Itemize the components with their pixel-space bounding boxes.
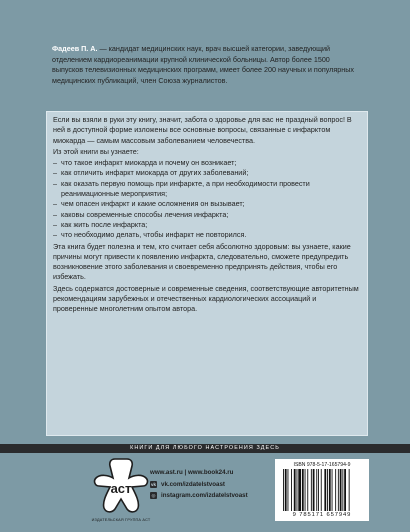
topics-list	[53, 158, 361, 240]
svg-text:аст: аст	[110, 481, 132, 496]
intro-paragraph: Если вы взяли в руки эту книгу, значит, забота о здоровье для вас не праздный вопрос! В ней в доступной форме изложены все основные вопросы, связанные с инфарктом миокарда — самым массовым заболеванием человечества.	[53, 115, 352, 145]
list-title: Из этой книги вы узнаете:	[53, 146, 139, 156]
vk-icon: vk	[150, 481, 156, 487]
isbn-text: ISBN 978-5-17-165794-9	[293, 462, 351, 468]
barcode	[275, 459, 369, 521]
list-item: – как отличить инфаркт миокарда от других заболеваний;	[53, 168, 361, 178]
instagram-icon: ◎	[151, 493, 156, 499]
websites-link[interactable]: www.ast.ru | www.book24.ru	[150, 469, 234, 476]
third-paragraph: Здесь содержатся достоверные и современные сведения, соответствующие авторитетным рекомендациям зарубежных и отечественных кардиологических ассоциаций и проверенные многолетним опытом автора.	[53, 283, 359, 314]
list-item: – как оказать первую помощь при инфаркте, а при необходимости провести реанимационные мероприятия;	[53, 179, 361, 200]
publisher-caption: ИЗДАТЕЛЬСКАЯ ГРУППА АСТ	[91, 518, 151, 522]
list-item: – что необходимо делать, чтобы инфаркт не повторился.	[53, 230, 361, 240]
ast-logo-icon	[86, 456, 156, 518]
vk-link[interactable]: vk vk.com/izdatelstvoast	[150, 480, 225, 488]
barcode-digits: 9 785171 657949	[292, 512, 352, 518]
list-item: – что такое инфаркт миокарда и почему он возникает;	[53, 158, 361, 168]
list-item: – как жить после инфаркта;	[53, 220, 361, 230]
list-item: – чем опасен инфаркт и какие осложнения он вызывает;	[53, 199, 361, 209]
instagram-link[interactable]: ◎ instagram.com/izdatelstvoast	[151, 492, 248, 499]
author-bio: — кандидат медицинских наук, врач высшей категории, заведующий отделением кардиореанимации крупной клинической больницы. Автор более 1500 выпусков телевизионных медицинских программ, имеет более 200 научных и популярных медицинских публикаций, член Союза журналистов.	[52, 44, 354, 85]
list-item: – каковы современные способы лечения инфаркта;	[53, 210, 361, 220]
slogan-bar	[0, 444, 410, 453]
slogan-text: КНИГИ ДЛЯ ЛЮБОГО НАСТРОЕНИЯ ЗДЕСЬ	[130, 445, 280, 451]
publisher-links	[150, 467, 248, 502]
second-paragraph: Эта книга будет полезна и тем, кто считает себя абсолютно здоровым: вы узнаете, какие причины могут привести к появлению инфаркта, следовательно, сможете предупредить возникновение этого заболевания и своевременно предпринять действия, чтобы его избежать.	[53, 241, 351, 282]
author-name: Фадеев П. А.	[52, 44, 98, 53]
publisher-logo	[86, 456, 156, 528]
description-panel	[46, 111, 368, 436]
author-paragraph	[52, 44, 362, 86]
